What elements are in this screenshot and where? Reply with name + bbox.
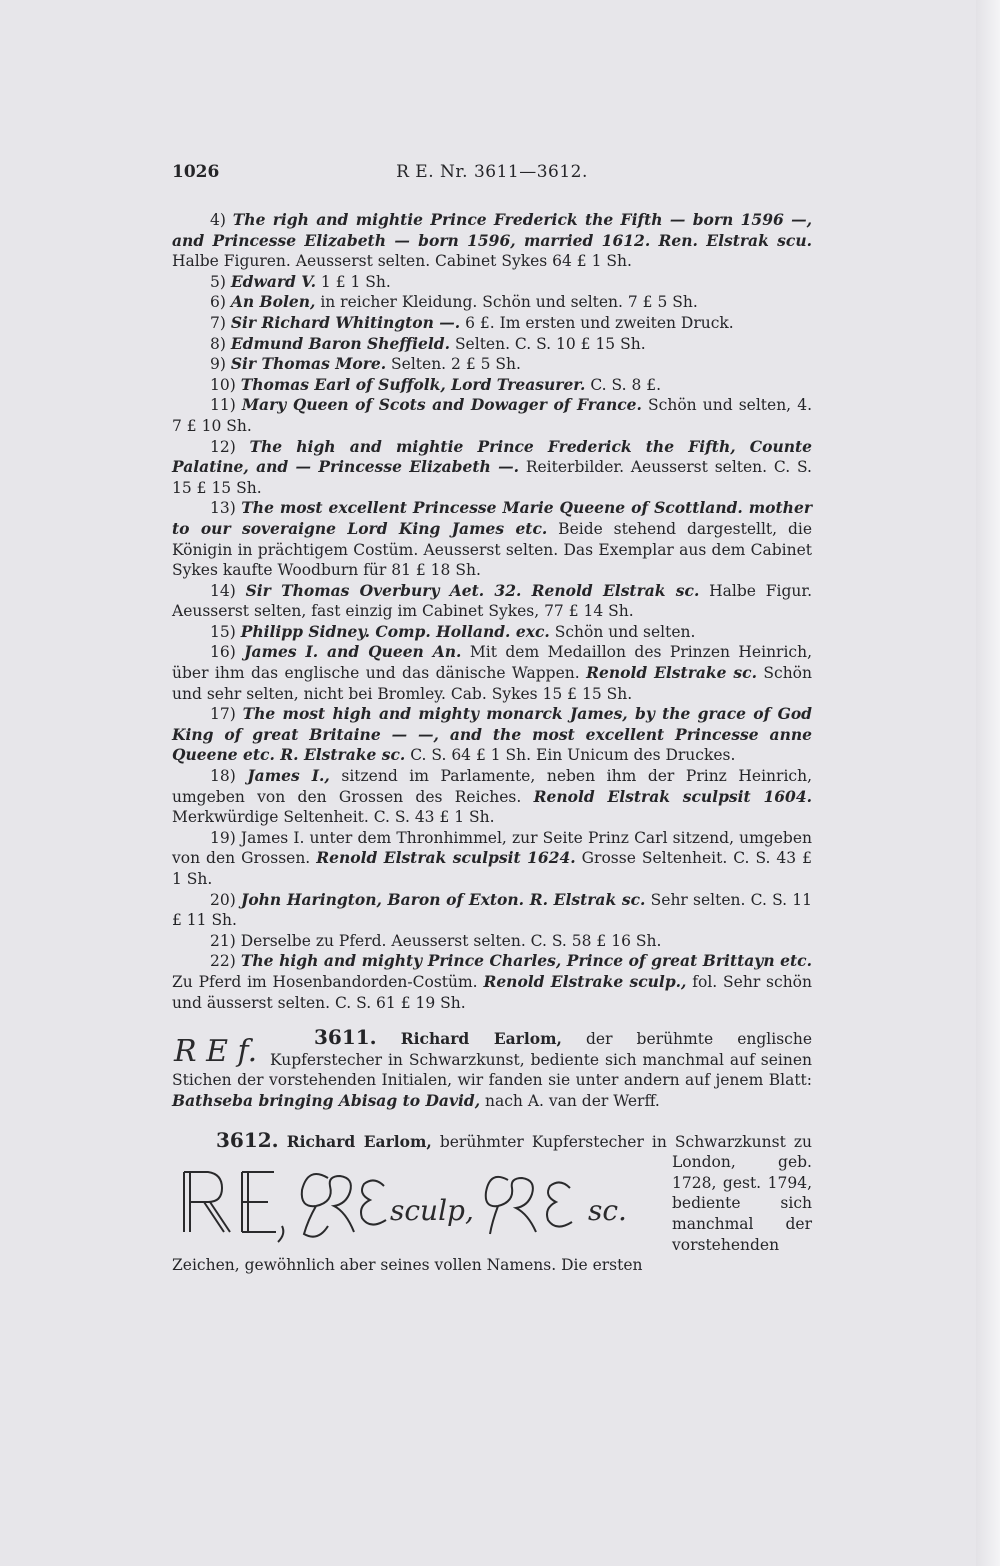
entry-text: 7)	[210, 313, 231, 332]
print-title: Bathseba bringing Abisag to David,	[172, 1090, 481, 1110]
entry-text: Halbe Figuren. Aeusserst selten. Cabinet Sykes 64 £ 1 Sh.	[172, 252, 632, 271]
entry-text: 21) Derselbe zu Pferd. Aeusserst selten. C. S. 58 £ 16 Sh.	[210, 931, 662, 950]
entry-text: 14)	[210, 581, 246, 600]
lot-number: 3612.	[216, 1127, 279, 1152]
artist-name: Richard Earlom,	[400, 1029, 562, 1049]
monogram-set	[178, 1156, 664, 1248]
entry-title: An Bolen,	[230, 292, 316, 312]
entry-text: 1 £ 1 Sh.	[316, 272, 391, 291]
page-header	[172, 162, 812, 190]
catalogue-entry	[172, 766, 812, 828]
lot-text-end: nach A. van der Werff.	[480, 1091, 660, 1110]
catalogue-entry	[172, 210, 812, 272]
catalogue-entry	[172, 581, 812, 622]
svg-text:R E f.: R E f.	[174, 1034, 258, 1070]
entry-text: 8)	[210, 334, 231, 353]
entry-title: James I.,	[247, 766, 330, 786]
lot-3611	[172, 1027, 812, 1111]
entry-text: Merkwürdige Seltenheit. C. S. 43 £ 1 Sh.	[172, 808, 495, 827]
entry-text: Beide stehend dargestellt, die Königin in prächtigem Costüm. Aeusserst selten. Das Exemplar aus dem Cabinet Sykes kaufte Woodburn für 81 £ 18 Sh.	[172, 519, 812, 580]
svg-text:sculp,: sculp,	[390, 1194, 474, 1228]
entry-text: 13)	[210, 499, 242, 518]
entry-text: in reicher Kleidung. Schön und selten. 7 £ 5 Sh.	[315, 293, 698, 312]
lot-text: der berühmte englische Kupferstecher in Schwarzkunst, bediente sich manchmal auf seinen Stichen der vorstehenden Initialen, wir fanden sie unter andern auf jenem Blatt:	[172, 1030, 812, 1090]
catalogue-entry	[172, 313, 812, 334]
entry-text: Schön und selten, 4. 7 £ 10 Sh.	[172, 396, 812, 435]
catalogue-entry	[172, 951, 812, 1013]
catalogue-entry	[172, 498, 812, 580]
svg-text:sc.: sc.	[588, 1194, 627, 1228]
catalogue-entry	[172, 334, 812, 355]
entry-text: 9)	[210, 355, 231, 374]
page-edge	[976, 0, 1000, 1566]
lot-number: 3611.	[314, 1025, 377, 1050]
entry-text: Halbe Figur. Aeusserst selten, fast einzig im Cabinet Sykes, 77 £ 14 Sh.	[172, 581, 813, 621]
catalogue-entry	[172, 375, 812, 396]
lot-text: berühmter Kupferstecher in Schwarzkunst zu London, geb. 1728, gest. 1794, bediente sich manchmal der vorstehenden Zeichen, gewöhnlich aber seines vollen Namens. Die ersten	[172, 1132, 812, 1275]
artist-name: Richard Earlom,	[286, 1131, 432, 1151]
entry-title: Renold Elstrak sculpsit 1624.	[316, 848, 576, 868]
catalogue-entry	[172, 354, 812, 375]
entry-title: The high and mighty Prince Charles, Prince of great Brittayn etc.	[240, 951, 812, 971]
entry-title: Edward V.	[230, 271, 316, 291]
catalogue-entry	[172, 622, 812, 643]
entry-title: Renold Elstrak sculpsit 1604.	[533, 786, 812, 806]
catalogue-entry	[172, 272, 812, 293]
entry-title: John Harington, Baron of Exton. R. Elstrak sc.	[240, 889, 646, 909]
entry-text: 6 £. Im ersten und zweiten Druck.	[460, 313, 734, 332]
entry-title: The most high and mighty monarck James, by the grace of God King of great Britaine — —, and the most excellent Princesse anne Queene etc. R. Elstrake sc.	[172, 704, 813, 765]
entry-title: Sir Thomas Overbury Aet. 32. Renold Elstrak sc.	[245, 580, 700, 600]
monogram-image	[178, 1156, 664, 1248]
entry-text: 19) James I. unter dem Thronhimmel, zur Seite Prinz Carl sitzend, umgeben von den Grossen.	[172, 828, 812, 868]
entry-text: 6)	[210, 293, 231, 312]
entry-text: 4)	[210, 211, 233, 229]
entry-text: 22)	[210, 952, 241, 971]
entry-text: Reiterbilder. Aeusserst selten. C. S. 15 £ 15 Sh.	[172, 458, 812, 497]
lot-3612	[172, 1127, 812, 1276]
entry-text: 10)	[210, 375, 241, 394]
entry-text: 12)	[210, 437, 250, 456]
entry-text: Mit dem Medaillon des Prinzen Heinrich, über ihm das englische und das dänische Wappen.	[172, 643, 813, 683]
entry-text: C. S. 64 £ 1 Sh. Ein Unicum des Druckes.	[405, 746, 736, 765]
catalogue-entry	[172, 828, 812, 890]
catalogue-entry	[172, 292, 812, 313]
entry-text: Zu Pferd im Hosenbandorden-Costüm.	[172, 972, 484, 991]
entry-list	[172, 210, 812, 1013]
entry-text: 11)	[210, 396, 242, 415]
entry-title: James I. and Queen An.	[244, 642, 462, 662]
entry-text: 18)	[210, 767, 248, 786]
entry-title: The most excellent Princesse Marie Queene of Scottland. mother to our soveraigne Lord King James etc.	[172, 498, 812, 538]
catalogue-entry	[172, 890, 812, 931]
catalogue-entry	[172, 395, 812, 436]
entry-text: 16)	[210, 643, 245, 662]
entry-text: sitzend im Parlamente, neben ihm der Prinz Heinrich, umgeben von den Grossen des Reiches.	[172, 767, 812, 806]
text-column	[172, 162, 812, 1291]
entry-title: Mary Queen of Scots and Dowager of France.	[241, 395, 642, 415]
entry-text: 20)	[210, 890, 241, 909]
entry-text: C. S. 8 £.	[585, 375, 662, 394]
entry-text: Selten. C. S. 10 £ 15 Sh.	[450, 334, 646, 353]
running-title: R E. Nr. 3611—3612.	[396, 162, 588, 182]
monogram-ref	[172, 1029, 264, 1069]
entry-text: Schön und sehr selten, nicht bei Bromley. Cab. Sykes 15 £ 15 Sh.	[172, 664, 812, 703]
entry-title: Thomas Earl of Suffolk, Lord Treasurer.	[240, 374, 586, 394]
entry-title: Sir Thomas More.	[230, 354, 387, 374]
entry-text: 5)	[210, 272, 231, 291]
entry-title: The high and mightie Prince Frederick the Fifth, Counte Palatine, and — Princesse Elizabeth —.	[172, 436, 813, 477]
entry-title: Renold Elstrake sc.	[586, 663, 757, 683]
entry-title: Edmund Baron Sheffield.	[230, 333, 451, 353]
entry-title: Renold Elstrake sculp.,	[483, 971, 687, 991]
catalogue-entry	[172, 642, 812, 704]
catalogue-entry	[172, 931, 812, 952]
entry-text: Schön und selten.	[549, 622, 696, 641]
monogram-image	[172, 1029, 264, 1069]
entry-text: Sehr selten. C. S. 11 £ 11 Sh.	[172, 890, 813, 930]
entry-text: 17)	[210, 705, 243, 724]
entry-text: Grosse Seltenheit. C. S. 43 £ 1 Sh.	[172, 849, 812, 888]
entry-text: Selten. 2 £ 5 Sh.	[386, 355, 521, 374]
entry-text: 15)	[210, 622, 241, 641]
entry-title: Sir Richard Whitington —.	[230, 312, 461, 332]
entry-text: fol. Sehr schön und äusserst selten. C. S. 61 £ 19 Sh.	[172, 972, 812, 1012]
catalogue-entry	[172, 437, 812, 499]
entry-title: Philipp Sidney. Comp. Holland. exc.	[240, 621, 550, 641]
entry-title: The righ and mightie Prince Frederick the Fifth — born 1596 —, and Princesse Elizabeth — born 1596, married 1612. Ren. Elstrak scu.	[172, 210, 812, 250]
catalogue-entry	[172, 704, 812, 766]
page-number: 1026	[172, 162, 220, 182]
